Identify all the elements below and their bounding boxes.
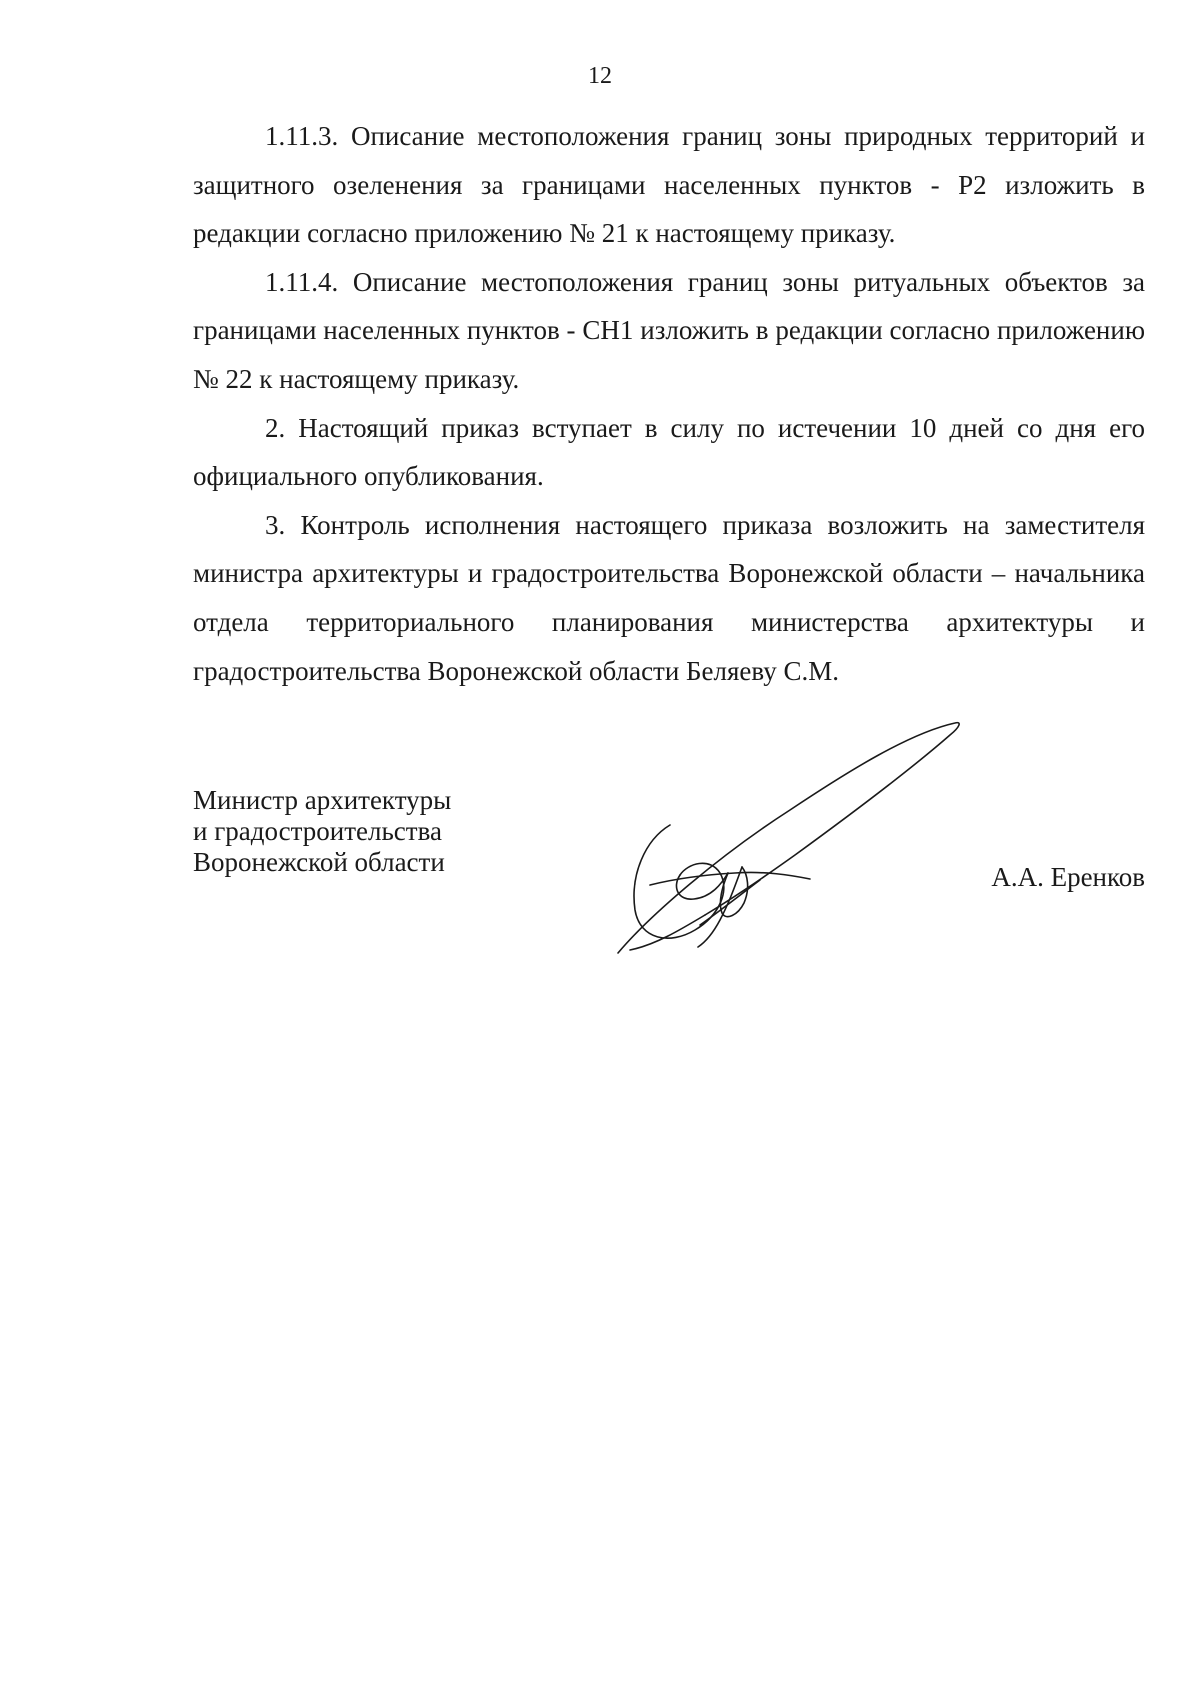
paragraph-1-11-3: 1.11.3. Описание местоположения границ зоны природных территорий и защитного озеленения за границами населенных пунктов - Р2 изложить в редакции согласно приложению № 21 к настоящему приказу. [193,121,1145,249]
paragraph-1-11-4: 1.11.4. Описание местоположения границ зоны ритуальных объектов за границами населенных пунктов - СН1 изложить в редакции согласно приложению № 22 к настоящему приказу. [193,266,1145,394]
signer-name: А.А. Еренков [991,862,1145,892]
handwritten-signature-icon [610,715,965,955]
paragraph-3: 3. Контроль исполнения настоящего приказа возложить на заместителя министра архитектуры и градостроительства Воронежской области – начальника отдела территориального планирования министерства архитектуры и градостроительства Воронежской области Беляеву С.М. [193,509,1145,686]
document-body [193,112,1145,695]
signer-position [193,785,451,878]
signer-position-line-2: и градостроительства [193,816,442,846]
signer-position-line-3: Воронежской области [193,847,445,877]
page-number: 12 [588,63,612,89]
paragraph-2: 2. Настоящий приказ вступает в силу по истечении 10 дней со дня его официального опубликования. [193,412,1145,492]
signer-position-line-1: Министр архитектуры [193,785,452,815]
